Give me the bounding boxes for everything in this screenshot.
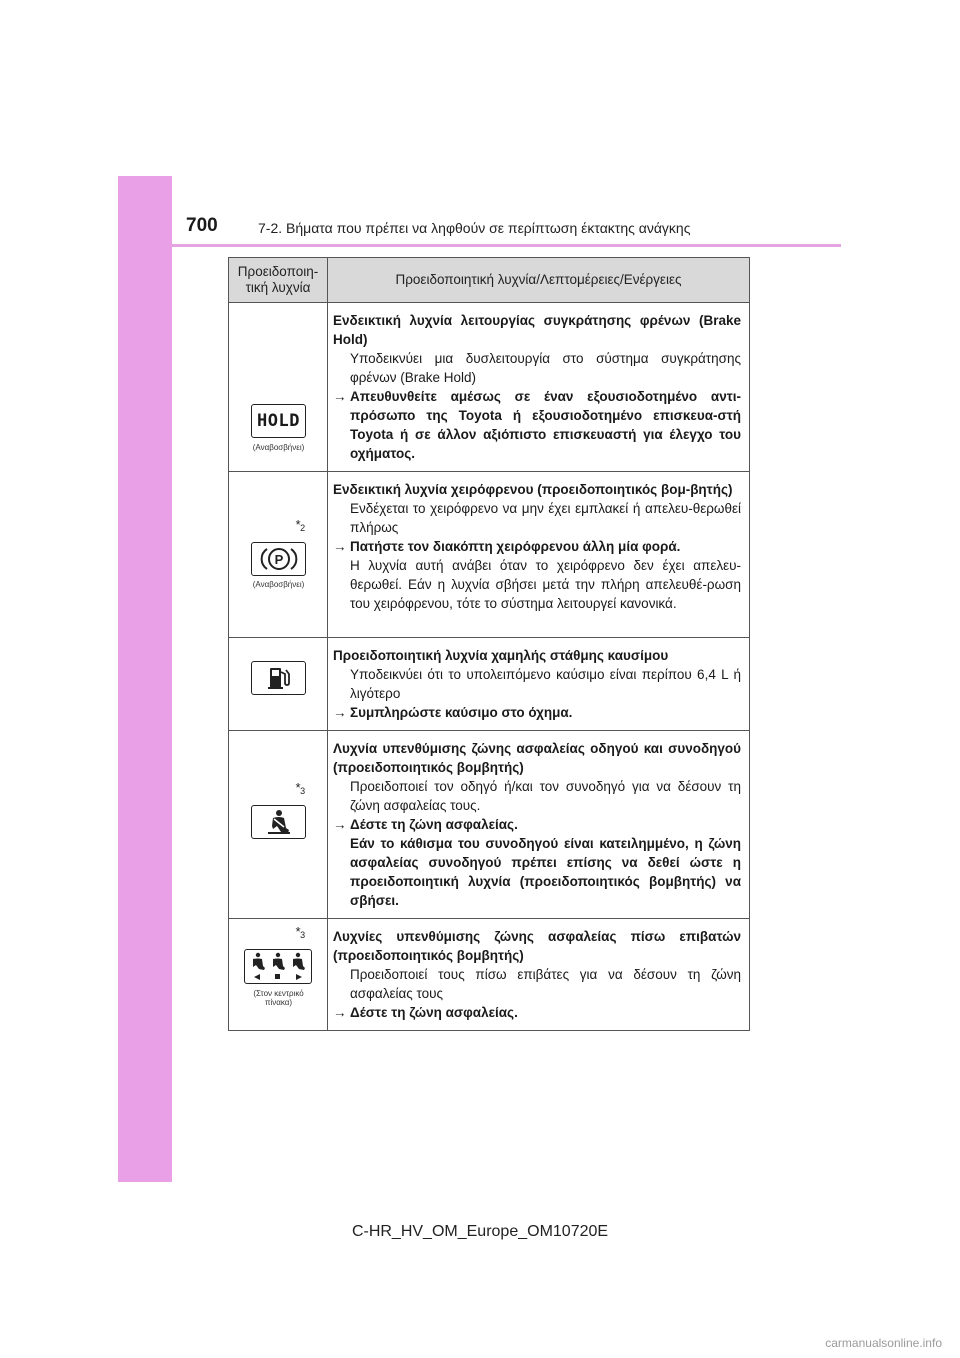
- table-row: [229, 731, 750, 919]
- document-id: C-HR_HV_OM_Europe_OM10720E: [351, 1223, 609, 1240]
- rear-seatbelt-icon: [244, 949, 312, 984]
- arrow-icon: →: [333, 705, 347, 720]
- footnote-marker: $*_2$: [295, 517, 306, 533]
- light-description: Προειδοποιεί τους πίσω επιβάτες για να δέσουν τη ζώνη ασφαλείας τους: [350, 967, 741, 1001]
- detail-cell: [328, 731, 750, 919]
- fuel-icon: [251, 661, 306, 695]
- light-note: Εάν το κάθισμα του συνοδηγού είναι κατειλημμένο, η ζώνη ασφαλείας συνοδηγού πρέπει επίσης να δεθεί ώστε η προειδοποιητική λυχνία (προειδοποιητικός βομβητής) να σβήσει.: [350, 836, 741, 908]
- icon-cell: [229, 731, 328, 919]
- arrow-icon: →: [333, 539, 347, 554]
- arrow-icon: →: [333, 389, 347, 404]
- icon-caption: (Αναβοσβήνει): [252, 580, 305, 589]
- light-title: Ενδεικτική λυχνία χειρόφρενου (προειδοποιητικός βομ-βητής): [333, 482, 733, 497]
- action-text: Δέστε τη ζώνη ασφαλείας.: [350, 817, 518, 832]
- arrow-icon: →: [333, 1005, 347, 1020]
- light-description: Υποδεικνύει μια δυσλειτουργία στο σύστημα συγκράτησης φρένων (Brake Hold): [350, 351, 741, 385]
- light-title: Προειδοποιητική λυχνία χαμηλής στάθμης καυσίμου: [333, 648, 669, 663]
- table-row: [229, 919, 750, 1031]
- table-row: [229, 303, 750, 472]
- parking-brake-icon: [251, 542, 306, 576]
- action-text: Απευθυνθείτε αμέσως σε έναν εξουσιοδοτημένο αντι-πρόσωπο της Toyota ή εξουσιοδοτημένο επισκευα-στή Toyota ή σε άλλον αξιόπιστο επισκευαστή για έλεγχο του οχήματος.: [350, 389, 741, 461]
- table-header-row: [229, 258, 750, 303]
- section-title: 7-2. Βήματα που πρέπει να ληφθούν σε περίπτωση έκτακτης ανάγκης: [258, 220, 691, 236]
- col-header-details: Προειδοποιητική λυχνία/Λεπτομέρειες/Ενέργειες: [328, 258, 750, 303]
- detail-cell: [328, 638, 750, 731]
- light-description: Προειδοποιεί τον οδηγό ή/και τον συνοδηγό για να δέσουν τη ζώνη ασφαλείας τους.: [350, 779, 741, 813]
- light-description: Υποδεικνύει ότι το υπολειπόμενο καύσιμο είναι περίπου 6,4 L ή λιγότερο: [350, 667, 741, 701]
- footnote-marker: $*_3$: [295, 780, 306, 796]
- arrow-icon: →: [333, 817, 347, 832]
- action: [333, 387, 741, 463]
- warning-lights-table: [228, 257, 750, 1031]
- table-row: [229, 472, 750, 638]
- detail-cell: [328, 919, 750, 1031]
- light-description: Ενδέχεται το χειρόφρενο να μην έχει εμπλακεί ή απελευ-θερωθεί πλήρως: [350, 501, 741, 535]
- light-title: Λυχνίες υπενθύμισης ζώνης ασφαλείας πίσω επιβατών (προειδοποιητικός βομβητής): [333, 929, 741, 963]
- action: [333, 537, 741, 556]
- footnote-marker: $*_3$: [295, 924, 306, 940]
- action: [333, 815, 741, 834]
- detail-cell: [328, 472, 750, 638]
- header-rule: [172, 244, 841, 247]
- seatbelt-icon: [251, 805, 306, 839]
- icon-caption: (Στον κεντρικό πίνακα): [253, 989, 304, 1007]
- chapter-sidebar-tab: [118, 176, 172, 1182]
- table-row: [229, 638, 750, 731]
- watermark: carmanualsonline.info: [825, 1336, 942, 1350]
- action-text: Δέστε τη ζώνη ασφαλείας.: [350, 1005, 518, 1020]
- action-text: Συμπληρώστε καύσιμο στο όχημα.: [350, 705, 573, 720]
- action-text: Πατήστε τον διακόπτη χειρόφρενου άλλη μία φορά.: [350, 539, 681, 554]
- detail-cell: [328, 303, 750, 472]
- svg-text:P: P: [274, 552, 283, 567]
- hold-icon: HOLD: [251, 404, 306, 438]
- light-title: Ενδεικτική λυχνία λειτουργίας συγκράτησης φρένων (Brake Hold): [333, 313, 741, 347]
- icon-cell: [229, 919, 328, 1031]
- light-title: Λυχνία υπενθύμισης ζώνης ασφαλείας οδηγού και συνοδηγού (προειδοποιητικός βομβητής): [333, 741, 741, 775]
- icon-cell: [229, 638, 328, 731]
- col-header-warning-light: Προειδοποιη- τική λυχνία: [229, 258, 328, 303]
- icon-caption: (Αναβοσβήνει): [252, 443, 305, 452]
- page-number: 700: [186, 215, 218, 236]
- action: [333, 703, 741, 722]
- icon-cell: [229, 472, 328, 638]
- action: [333, 1003, 741, 1022]
- icon-cell: [229, 303, 328, 472]
- light-note: Η λυχνία αυτή ανάβει όταν το χειρόφρενο δεν έχει απελευ-θερωθεί. Εάν η λυχνία σβήσει μετά την πλήρη απελευθέ-ρωση του χειρόφρενου, τότε το σύστημα λειτουργεί κανονικά.: [350, 558, 741, 611]
